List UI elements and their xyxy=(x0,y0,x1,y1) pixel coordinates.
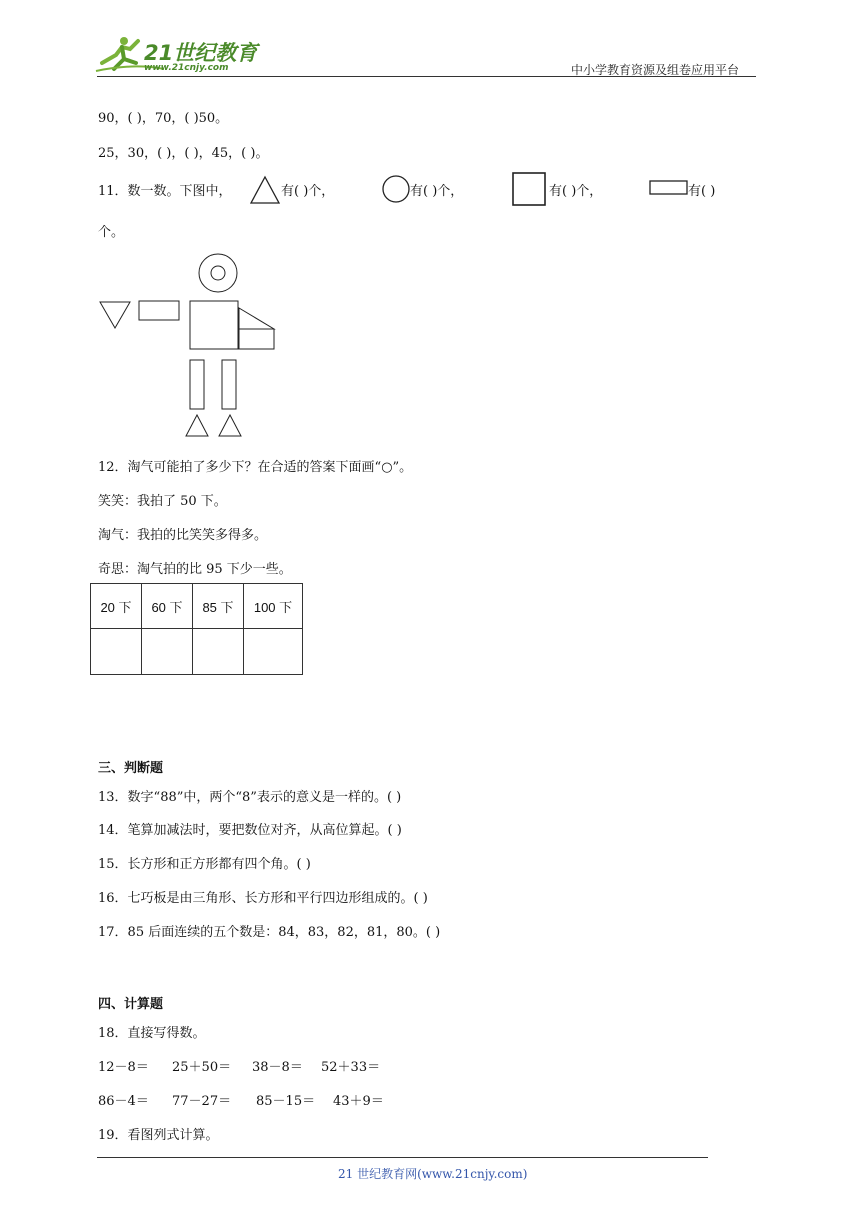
calc-item: 77－27＝ xyxy=(172,1094,232,1109)
logo-title: 21世纪教育 xyxy=(144,41,258,65)
logo-url: www.21cnjy.com xyxy=(144,63,229,73)
q12-line-3: 奇思：淘气拍的比 95 下少一些。 xyxy=(98,562,292,577)
footer-divider xyxy=(97,1157,708,1158)
judge-item-14: 14．笔算加减法时，要把数位对齐，从高位算起。( ) xyxy=(98,823,402,838)
robot-right-leg xyxy=(222,360,236,409)
platform-title: 中小学教育资源及组卷应用平台 xyxy=(571,63,740,77)
q11-end: 个。 xyxy=(98,225,125,240)
q19-title: 19．看图列式计算。 xyxy=(98,1128,219,1143)
sequence-line-1: 90，( )，70，( )50。 xyxy=(98,111,229,126)
calc-item: 85－15＝ xyxy=(256,1094,316,1109)
calc-item: 25＋50＝ xyxy=(172,1060,232,1075)
option-cell: 85 下 xyxy=(193,584,244,629)
q11-intro: 11．数一数。下图中， xyxy=(98,184,232,199)
robot-head-inner-circle xyxy=(211,266,225,280)
answer-cell[interactable] xyxy=(244,629,303,675)
section-4-heading: 四、计算题 xyxy=(98,997,164,1012)
header-divider xyxy=(97,76,756,77)
robot-left-leg xyxy=(190,360,204,409)
triangle-icon xyxy=(249,175,281,205)
calc-item: 86－4＝ xyxy=(98,1094,149,1109)
robot-head-outer-circle xyxy=(199,254,237,292)
q11-rectangle-count: 有( ) xyxy=(688,184,716,199)
sequence-line-2: 25，30，( )，( )，45，( )。 xyxy=(98,146,269,161)
footer-link[interactable]: 21 世纪教育网(www.21cnjy.com) xyxy=(338,1167,528,1181)
calc-item: 52＋33＝ xyxy=(321,1060,381,1075)
robot-arm-rectangle xyxy=(139,301,179,320)
robot-inverted-triangle xyxy=(100,302,130,328)
q18-title: 18．直接写得数。 xyxy=(98,1026,206,1041)
q12-title: 12．淘气可能拍了多少下？在合适的答案下面画“○”。 xyxy=(98,460,413,475)
q11-triangle-count: 有( )个， xyxy=(281,184,335,199)
option-cell: 100 下 xyxy=(244,584,303,629)
q12-line-2: 淘气：我拍的比笑笑多得多。 xyxy=(98,528,268,543)
answer-cell[interactable] xyxy=(91,629,142,675)
answer-cell[interactable] xyxy=(142,629,193,675)
answer-cell[interactable] xyxy=(193,629,244,675)
site-logo xyxy=(94,33,264,77)
square-icon xyxy=(512,172,546,206)
robot-body-square xyxy=(190,301,238,349)
judge-item-16: 16．七巧板是由三角形、长方形和平行四边形组成的。( ) xyxy=(98,891,428,906)
judge-item-13: 13．数字“88”中，两个“8”表示的意义是一样的。( ) xyxy=(98,790,402,805)
option-cell: 20 下 xyxy=(91,584,142,629)
q12-answer-table xyxy=(90,583,303,675)
shape-robot-figure xyxy=(96,252,296,442)
calc-item: 43＋9＝ xyxy=(333,1094,384,1109)
robot-side-triangle xyxy=(239,308,274,329)
robot-side-rectangle xyxy=(239,329,274,349)
robot-left-foot-triangle xyxy=(186,415,208,436)
calc-item: 12－8＝ xyxy=(98,1060,149,1075)
judge-item-17: 17．85 后面连续的五个数是：84，83，82，81，80。( ) xyxy=(98,925,441,940)
q11-square-count: 有( )个， xyxy=(549,184,603,199)
judge-item-15: 15．长方形和正方形都有四个角。( ) xyxy=(98,857,311,872)
section-3-heading: 三、判断题 xyxy=(98,761,164,776)
rectangle-icon xyxy=(649,180,689,196)
option-cell: 60 下 xyxy=(142,584,193,629)
robot-right-foot-triangle xyxy=(219,415,241,436)
circle-icon xyxy=(381,174,411,204)
q11-circle-count: 有( )个， xyxy=(410,184,464,199)
calc-item: 38－8＝ xyxy=(252,1060,303,1075)
q12-line-1: 笑笑：我拍了 50 下。 xyxy=(98,494,227,509)
